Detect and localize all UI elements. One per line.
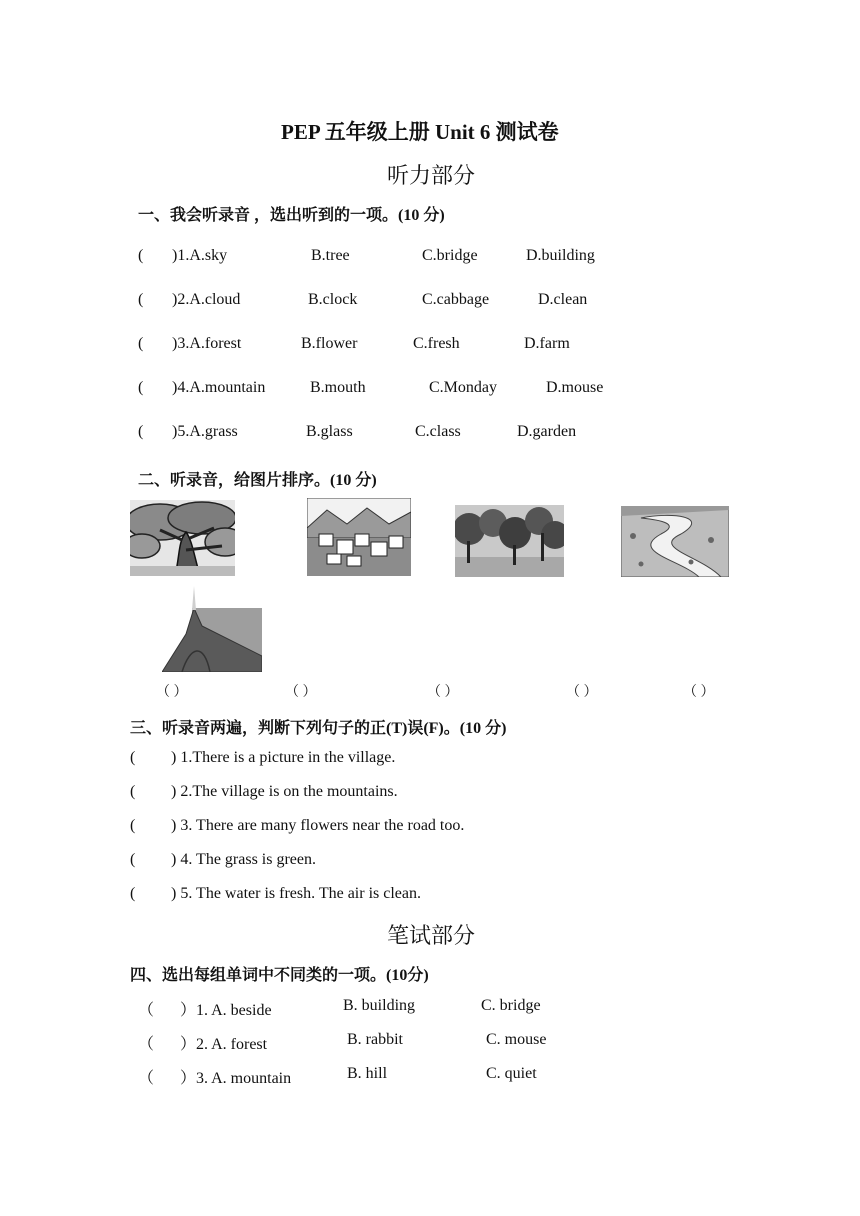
statement-text: ) 5. The water is fresh. The air is clean. — [171, 885, 421, 902]
picture-order-blank[interactable]: （ ） — [427, 685, 459, 700]
option-b: B. hill — [347, 1065, 388, 1082]
statement-text: ) 3. There are many flowers near the road too. — [171, 817, 465, 834]
option-a: )1.A.sky — [172, 247, 228, 264]
answer-paren[interactable]: ( — [138, 335, 144, 352]
option-c: C. quiet — [486, 1065, 537, 1082]
statement-text: ) 4. The grass is green. — [171, 851, 316, 868]
answer-paren[interactable]: ( — [138, 291, 144, 308]
picture-order-blank[interactable]: （ ） — [683, 685, 715, 700]
picture-order-blank[interactable]: （ ） — [156, 685, 188, 700]
option-c: C.fresh — [413, 335, 460, 352]
option-d: D.farm — [524, 335, 570, 352]
option-b: B. building — [343, 997, 416, 1014]
option-b: B.clock — [308, 291, 358, 308]
option-b: B.glass — [306, 423, 353, 440]
answer-paren[interactable]: ( — [130, 817, 136, 834]
statement-text: ) 2.The village is on the mountains. — [171, 783, 398, 800]
option-c: C.bridge — [422, 247, 478, 264]
answer-paren[interactable]: （ — [138, 1002, 155, 1019]
option-b: B.tree — [311, 247, 350, 264]
option-c: C. mouse — [486, 1031, 547, 1048]
option-a: )3.A.forest — [172, 335, 242, 352]
answer-paren[interactable]: ( — [130, 851, 136, 868]
mountain-picture — [162, 586, 262, 672]
option-b: B.mouth — [310, 379, 366, 396]
option-a: )5.A.grass — [172, 423, 238, 440]
village-picture — [307, 498, 411, 576]
answer-paren[interactable]: （ — [138, 1070, 155, 1087]
option-c: C.Monday — [429, 379, 497, 396]
option-a: ）1. A. beside — [180, 1002, 272, 1019]
section-1-heading: 一、我会听录音 ，选出听到的一项。(10 分) — [138, 207, 445, 224]
option-a: ）3. A. mountain — [180, 1070, 292, 1087]
option-a: )4.A.mountain — [172, 379, 266, 396]
page-title: PEP 五年级上册 Unit 6 测试卷 — [281, 120, 559, 144]
answer-paren[interactable]: ( — [130, 885, 136, 902]
picture-order-blank[interactable]: （ ） — [285, 685, 317, 700]
option-c: C.class — [415, 423, 461, 440]
option-d: D.clean — [538, 291, 588, 308]
answer-paren[interactable]: ( — [138, 247, 144, 264]
option-d: D.building — [526, 247, 595, 264]
option-b: B.flower — [301, 335, 358, 352]
answer-paren[interactable]: ( — [138, 379, 144, 396]
option-c: C.cabbage — [422, 291, 490, 308]
answer-paren[interactable]: ( — [130, 783, 136, 800]
option-a: ）2. A. forest — [180, 1036, 268, 1053]
option-d: D.garden — [517, 423, 577, 440]
option-a: )2.A.cloud — [172, 291, 241, 308]
option-c: C. bridge — [481, 997, 541, 1014]
answer-paren[interactable]: ( — [130, 749, 136, 766]
section-3-heading: 三、听录音两遍，判断下列句子的正(T)误(F)。(10 分) — [130, 720, 507, 737]
section-4-heading: 四、选出每组单词中不同类的一项。(10分) — [130, 967, 429, 984]
answer-paren[interactable]: ( — [138, 423, 144, 440]
option-b: B. rabbit — [347, 1031, 403, 1048]
forest-picture — [455, 505, 564, 577]
picture-order-blank[interactable]: （ ） — [566, 685, 598, 700]
section-2-heading: 二、听录音，给图片排序。(10 分) — [138, 472, 377, 489]
statement-text: ) 1.There is a picture in the village. — [171, 749, 396, 766]
written-heading: 笔试部分 — [387, 923, 476, 948]
river-picture — [621, 506, 729, 577]
listening-heading: 听力部分 — [387, 163, 476, 188]
option-d: D.mouse — [546, 379, 604, 396]
tree-picture — [130, 500, 235, 576]
answer-paren[interactable]: （ — [138, 1036, 155, 1053]
